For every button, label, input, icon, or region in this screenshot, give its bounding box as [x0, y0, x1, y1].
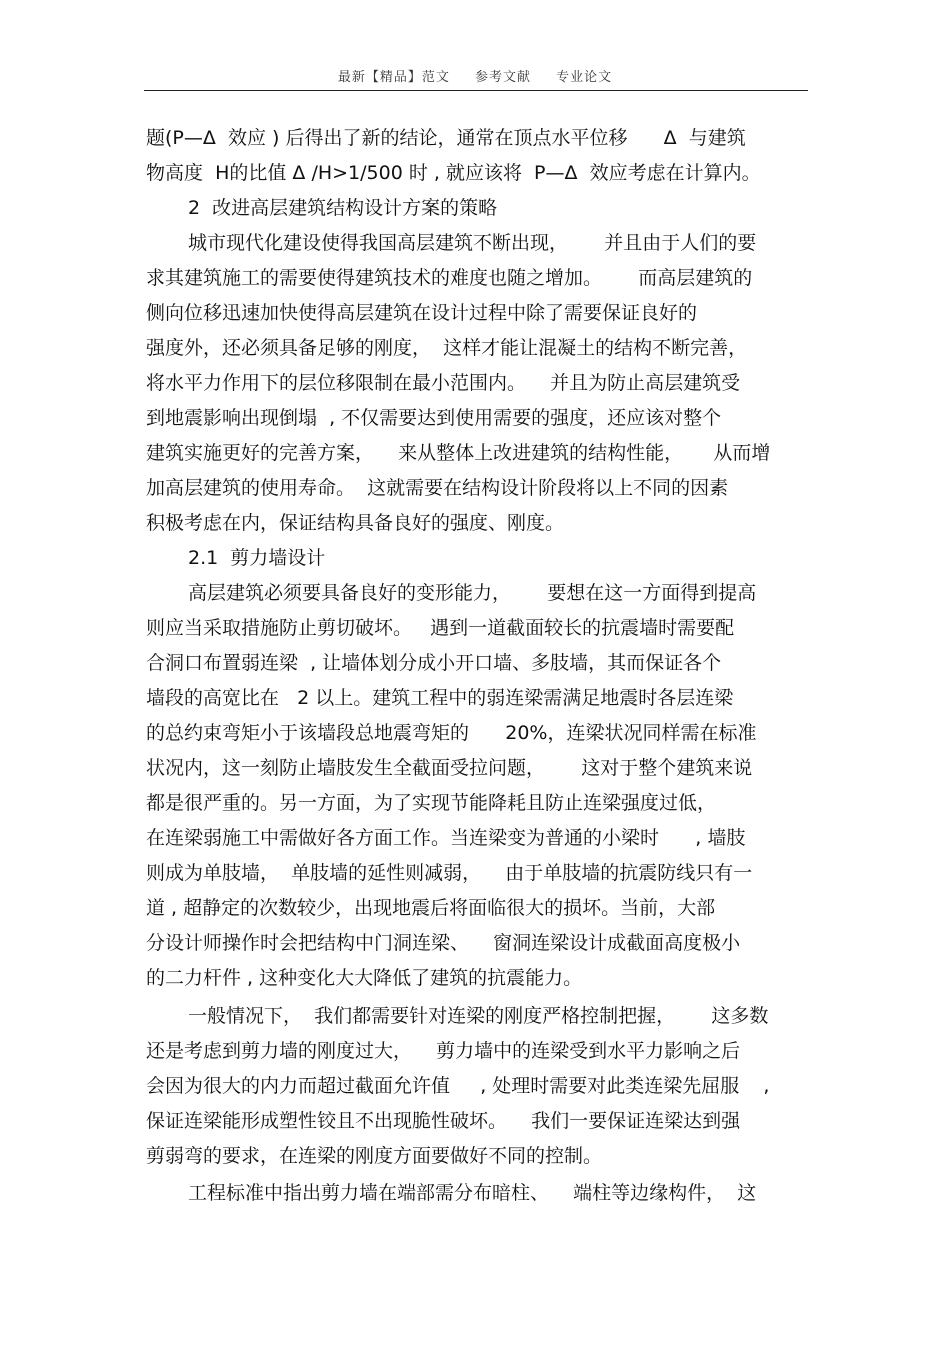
text-line: 加高层建筑的使用寿命。 这就需要在结构设计阶段将以上不同的因素: [146, 477, 729, 499]
text-line: 状况内，这一刻防止墙肢发生全截面受拉问题， 这对于整个建筑来说: [146, 757, 753, 779]
text-line: 到地震影响出现倒塌 , 不仅需要达到使用需要的强度，还应该对整个: [146, 407, 722, 429]
text-line: 则成为单肢墙， 单肢墙的延性则减弱， 由于单肢墙的抗震防线只有一: [146, 862, 753, 884]
text-line: 墙段的高宽比在 2 以上。建筑工程中的弱连梁需满足地震时各层连梁: [146, 687, 734, 709]
text-line: 物高度 H的比值 Δ /H>1/500 时 , 就应该将 P—Δ 效应考虑在计算内。: [146, 162, 761, 184]
text-line: 剪弱弯的要求，在连梁的刚度方面要做好不同的控制。: [146, 1145, 603, 1167]
text-line: 题(P—Δ 效应 ) 后得出了新的结论，通常在顶点水平位移 Δ 与建筑: [146, 127, 746, 149]
text-line: 的二力杆件 , 这种变化大大降低了建筑的抗震能力。: [146, 967, 583, 989]
text-line: 保证连梁能形成塑性铰且不出现脆性破坏。 我们一要保证连梁达到强: [146, 1110, 741, 1132]
text-line: 会因为很大的内力而超过截面允许值 , 处理时需要对此类连梁先屈服 ,: [146, 1075, 770, 1097]
text-line: 道 , 超静定的次数较少，出现地震后将面临很大的损坏。当前，大部: [146, 897, 716, 919]
text-line: 还是考虑到剪力墙的刚度过大， 剪力墙中的连梁受到水平力影响之后: [146, 1040, 741, 1062]
text-line: 积极考虑在内，保证结构具备良好的强度、刚度。: [146, 512, 565, 534]
text-line: 将水平力作用下的层位移限制在最小范围内。 并且为防止高层建筑受: [146, 372, 741, 394]
text-line: 都是很严重的。另一方面，为了实现节能降耗且防止连梁强度过低，: [146, 792, 717, 814]
text-line: 分设计师操作时会把结构中门洞连梁、 窗洞连梁设计成截面高度极小: [146, 932, 741, 954]
text-line: 侧向位移迅速加快使得高层建筑在设计过程中除了需要保证良好的: [146, 302, 698, 324]
section-heading: 2 改进高层建筑结构设计方案的策略: [188, 197, 498, 219]
header-item-fanwen: 最新【精品】范文: [337, 70, 450, 85]
text-line: 合洞口布置弱连梁 , 让墙体划分成小开口墙、多肢墙，其而保证各个: [146, 652, 722, 674]
text-line: 强度外，还必须具备足够的刚度， 这样才能让混凝土的结构不断完善，: [146, 337, 748, 359]
text-line: 在连梁弱施工中需做好各方面工作。当连梁变为普通的小梁时 , 墙肢: [146, 827, 746, 849]
text-line: 工程标准中指出剪力墙在端部需分布暗柱、 端柱等边缘构件， 这: [188, 1182, 757, 1204]
header-item-lunwen: 专业论文: [556, 70, 613, 85]
header-divider: [144, 90, 808, 91]
text-line: 城市现代化建设使得我国高层建筑不断出现， 并且由于人们的要: [188, 232, 757, 254]
text-line: 求其建筑施工的需要使得建筑技术的难度也随之增加。 而高层建筑的: [146, 267, 753, 289]
page-header: [0, 66, 950, 85]
text-line: 一般情况下， 我们都需要针对连梁的刚度严格控制把握， 这多数: [188, 1005, 769, 1027]
text-line: 的总约束弯矩小于该墙段总地震弯矩的 20%，连梁状况同样需在标准: [146, 722, 757, 744]
subsection-heading: 2.1 剪力墙设计: [188, 547, 326, 569]
text-line: 高层建筑必须要具备良好的变形能力， 要想在这一方面得到提高: [188, 582, 757, 604]
text-line: 建筑实施更好的完善方案， 来从整体上改进建筑的结构性能， 从而增: [146, 442, 771, 464]
text-line: 则应当采取措施防止剪切破坏。 遇到一道截面较长的抗震墙时需要配: [146, 617, 735, 639]
header-item-cankao: 参考文献: [474, 70, 531, 85]
